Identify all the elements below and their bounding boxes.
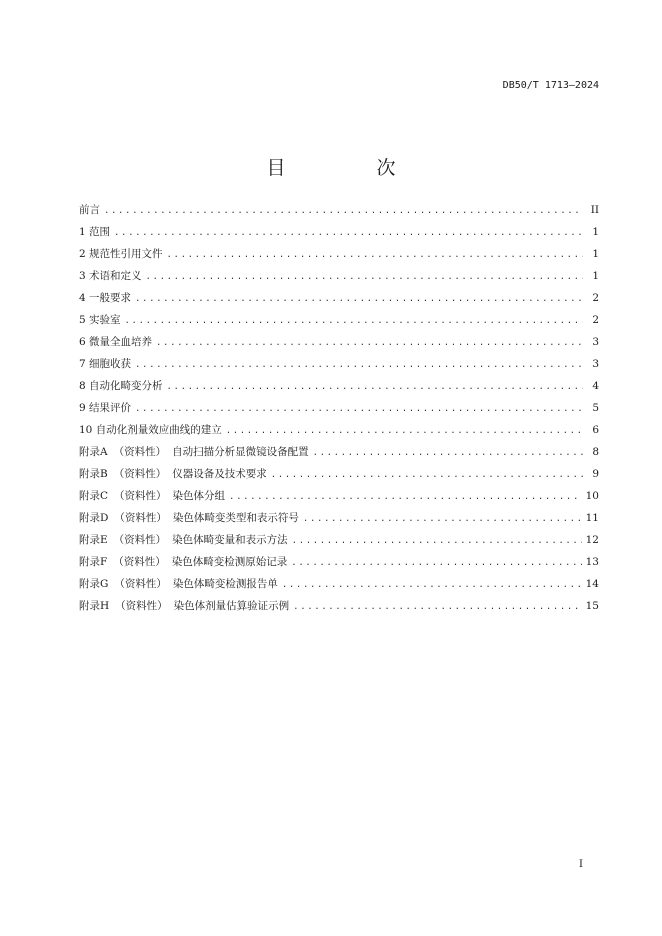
toc-entry-4[interactable] [79, 287, 599, 309]
toc-dot-leader [125, 310, 583, 332]
toc-entry-9[interactable] [79, 397, 599, 419]
toc-page-number: II [590, 204, 599, 216]
toc-entry-label: 5 实验室 [79, 314, 121, 326]
page-title: 目 次 [266, 156, 432, 179]
toc-dot-leader [293, 596, 581, 618]
appendix-title: 仪器设备及技术要求 [172, 468, 267, 480]
appendix-id: 附录F [79, 556, 108, 568]
toc-page-number: 14 [585, 578, 599, 590]
toc-appendix-c[interactable] [79, 485, 599, 507]
toc-entry-3[interactable] [79, 265, 599, 287]
toc-entry-label: 4 一般要求 [79, 292, 132, 304]
toc-dot-leader [292, 530, 582, 552]
toc-dot-leader [156, 332, 583, 354]
toc-dot-leader [303, 508, 582, 530]
toc-entry-label: 10 自动化剂量效应曲线的建立 [79, 424, 222, 436]
toc-dot-leader [135, 354, 583, 376]
toc-dot-leader [226, 420, 583, 442]
toc-dot-leader [135, 288, 583, 310]
toc-page-number: 3 [592, 358, 599, 370]
toc-appendix-b[interactable] [79, 463, 599, 485]
appendix-id: 附录C [79, 490, 109, 502]
toc-entry-label [79, 551, 287, 573]
appendix-type: （资料性） [114, 512, 167, 524]
toc-dot-leader [271, 464, 583, 486]
toc-entry-label [79, 485, 225, 507]
toc-entry-8[interactable] [79, 375, 599, 397]
toc-entry-label: 2 规范性引用文件 [79, 248, 163, 260]
toc-page-number: 13 [585, 556, 599, 568]
appendix-type: （资料性） [113, 534, 167, 546]
toc-dot-leader [146, 266, 583, 288]
toc-page-number: 1 [592, 270, 599, 282]
appendix-type: （资料性） [113, 468, 167, 480]
appendix-type: （资料性） [115, 600, 168, 612]
toc-entry-5[interactable] [79, 309, 599, 331]
appendix-type: （资料性） [113, 556, 166, 568]
document-code: DB50/T 1713—2024 [502, 80, 599, 91]
toc-page-number: 2 [592, 292, 599, 304]
appendix-id: 附录D [79, 512, 109, 524]
toc-appendix-a[interactable] [79, 441, 599, 463]
toc-page-number: 15 [585, 600, 599, 612]
appendix-title: 染色体分组 [172, 490, 226, 502]
appendix-title: 染色体畸变检测报告单 [172, 578, 278, 590]
toc-dot-leader [167, 244, 583, 266]
toc-page-number: 1 [592, 226, 599, 238]
toc-entry-label: 6 微量全血培养 [79, 336, 153, 348]
toc-entry-label [79, 507, 299, 529]
toc-entry-label: 9 结果评价 [79, 402, 132, 414]
toc-entry-label [79, 595, 289, 617]
footer-page-number: I [579, 859, 583, 870]
toc-appendix-d[interactable] [79, 507, 599, 529]
toc-entry-label [79, 441, 309, 463]
toc-appendix-e[interactable] [79, 529, 599, 551]
toc-page-number: 11 [585, 512, 599, 524]
table-of-contents [79, 199, 599, 617]
toc-entry-label: 1 范围 [79, 226, 111, 238]
toc-page-number: 3 [592, 336, 599, 348]
toc-entry-1[interactable] [79, 221, 599, 243]
toc-entry-6[interactable] [79, 331, 599, 353]
toc-entry-label: 8 自动化畸变分析 [79, 380, 163, 392]
toc-dot-leader [167, 376, 583, 398]
appendix-type: （资料性） [113, 446, 167, 458]
toc-page-number: 4 [592, 380, 599, 392]
appendix-id: 附录B [79, 468, 108, 480]
toc-page-number: 1 [592, 248, 599, 260]
toc-page-number: 8 [592, 446, 599, 458]
appendix-id: 附录H [79, 600, 110, 612]
toc-appendix-g[interactable] [79, 573, 599, 595]
toc-dot-leader [229, 486, 582, 508]
toc-dot-leader [135, 398, 583, 420]
toc-entry-foreword[interactable] [79, 199, 599, 221]
toc-entry-2[interactable] [79, 243, 599, 265]
toc-page-number: 9 [592, 468, 599, 480]
appendix-id: 附录A [79, 446, 108, 458]
appendix-title: 自动扫描分析显微镜设备配置 [172, 446, 309, 458]
toc-dot-leader [282, 574, 582, 596]
toc-entry-10[interactable] [79, 419, 599, 441]
toc-appendix-f[interactable] [79, 551, 599, 573]
toc-appendix-h[interactable] [79, 595, 599, 617]
toc-entry-label [79, 529, 288, 551]
toc-page-number: 12 [585, 534, 599, 546]
toc-page-number: 5 [592, 402, 599, 414]
toc-dot-leader [104, 200, 583, 222]
appendix-id: 附录G [79, 578, 109, 590]
appendix-id: 附录E [79, 534, 108, 546]
toc-entry-label [79, 573, 278, 595]
toc-entry-label: 3 术语和定义 [79, 270, 142, 282]
appendix-title: 染色体畸变量和表示方法 [172, 534, 288, 546]
toc-entry-7[interactable] [79, 353, 599, 375]
appendix-title: 染色体剂量估算验证示例 [173, 600, 290, 612]
appendix-type: （资料性） [114, 578, 167, 590]
toc-page-number: 10 [585, 490, 599, 502]
appendix-title: 染色体畸变类型和表示符号 [172, 512, 299, 524]
toc-entry-label: 前言 [79, 204, 100, 216]
toc-dot-leader [313, 442, 583, 464]
appendix-type: （资料性） [114, 490, 167, 502]
toc-entry-label [79, 463, 267, 485]
toc-entry-label: 7 细胞收获 [79, 358, 132, 370]
toc-page-number: 6 [592, 424, 599, 436]
toc-dot-leader [114, 222, 583, 244]
appendix-title: 染色体畸变检测原始记录 [171, 556, 288, 568]
toc-page-number: 2 [592, 314, 599, 326]
toc-dot-leader [291, 552, 581, 574]
